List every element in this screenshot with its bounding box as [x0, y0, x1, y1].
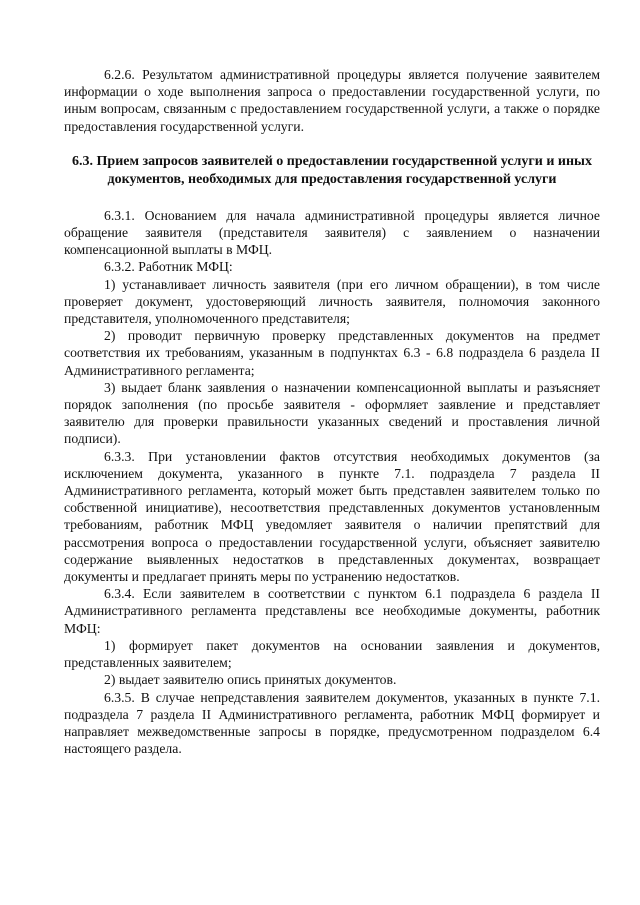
paragraph-6-3-1: 6.3.1. Основанием для начала административной процедуры является личное обращение заявителя (представителя заявителя) с заявлением о назначении компенсационной выплаты в МФЦ.	[64, 207, 600, 258]
paragraph-6-2-6: 6.2.6. Результатом административной процедуры является получение заявителем информации о ходе выполнения запроса о предоставлении государственной услуги, по иным вопросам, связанным с предоставлением государственной услуги, а также о порядке предоставления государственной услуги.	[64, 67, 600, 134]
paragraph-6-3-2: 6.3.2. Работник МФЦ:	[104, 259, 233, 275]
document-page	[64, 66, 600, 757]
paragraph-6-3-5: 6.3.5. В случае непредставления заявителем документов, указанных в пункте 7.1. подраздела 7 раздела II Административного регламента, работник МФЦ формирует и направляет межведомственные запросы в порядке, предусмотренном подразделом 6.4 настоящего раздела.	[64, 689, 600, 757]
list-item-6-3-2-2: 2) проводит первичную проверку представленных документов на предмет соответствия их требованиям, указанным в подпунктах 6.3 - 6.8 подраздела 6 раздела II Административного регламента;	[64, 328, 600, 378]
list-item-6-3-2-1: 1) устанавливает личность заявителя (при его личном обращении), в том числе проверяет документ, удостоверяющий личность заявителя, полномочия законного представителя, уполномоченного представителя;	[64, 276, 600, 327]
paragraph-6-3-4: 6.3.4. Если заявителем в соответствии с пунктом 6.1 подраздела 6 раздела II Административного регламента представлены все необходимые документы, работник МФЦ:	[64, 586, 600, 636]
section-heading-6-3: 6.3. Прием запросов заявителей о предоставлении государственной услуги и иных документов, необходимых для предоставления государственной услуги	[72, 153, 592, 187]
list-item-6-3-4-1: 1) формирует пакет документов на основании заявления и документов, представленных заявителем;	[64, 637, 600, 671]
paragraph-6-3-3: 6.3.3. При установлении фактов отсутствия необходимых документов (за исключением документа, указанного в пункте 7.1. подраздела 7 раздела II Административного регламента, который может быть представлен заявителем только по собственной инициативе), несоответствия представленных документов установленным требованиям, работник МФЦ уведомляет заявителя о наличии препятствий для рассмотрения вопроса о предоставлении государственной услуги, объясняет заявителю содержание выявленных недостатков в представленных документах, возвращает документы и предлагает принять меры по устранению недостатков.	[64, 448, 600, 585]
list-item-6-3-4-2: 2) выдает заявителю опись принятых документов.	[104, 672, 397, 688]
list-item-6-3-2-3: 3) выдает бланк заявления о назначении компенсационной выплаты и разъясняет порядок заполнения (по просьбе заявителя - оформляет заявление и представляет заявителю для проверки правильности указанных сведений и проставления личной подписи).	[64, 379, 600, 447]
